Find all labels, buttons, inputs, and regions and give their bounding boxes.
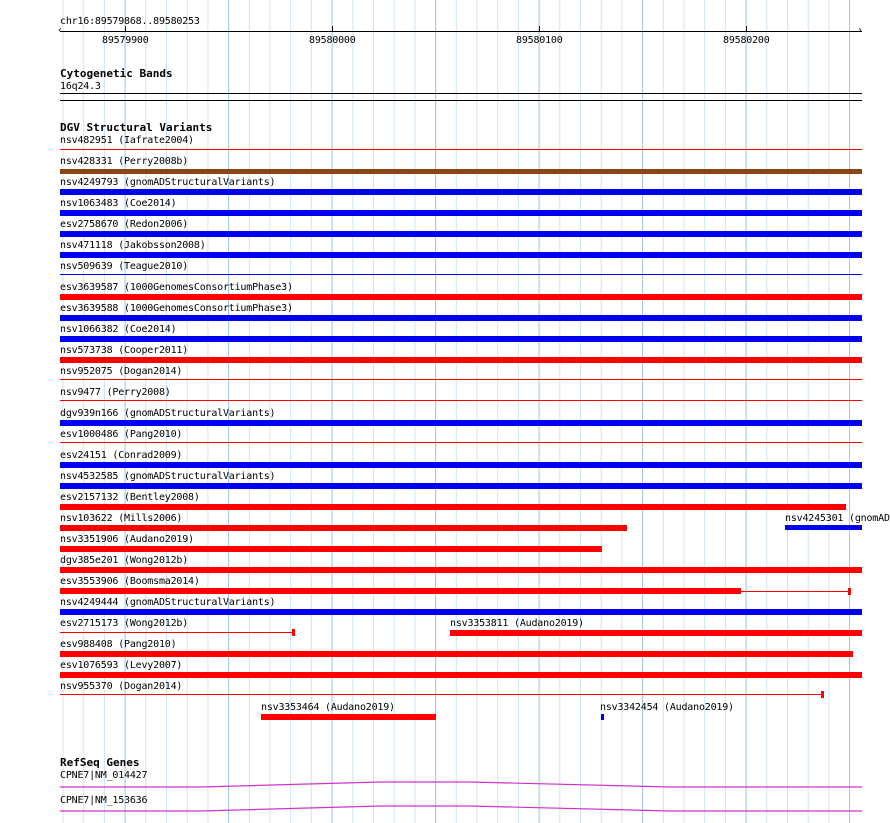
ruler-tick-label: 89580000 — [309, 35, 356, 46]
ruler-tick-label: 89579900 — [102, 35, 149, 46]
variant-bar[interactable] — [60, 294, 862, 300]
variant-bar[interactable] — [60, 525, 627, 531]
variant-label[interactable]: nsv4249793 (gnomADStructuralVariants) — [60, 177, 276, 188]
variant-label[interactable]: dgv939n166 (gnomADStructuralVariants) — [60, 408, 276, 419]
variant-bar[interactable] — [60, 672, 862, 678]
ruler-tick-label: 89580100 — [516, 35, 563, 46]
cytobands-track-title: Cytogenetic Bands — [60, 67, 173, 80]
ruler-tick — [539, 26, 540, 31]
variant-label[interactable]: nsv1063483 (Coe2014) — [60, 198, 177, 209]
variant-label[interactable]: nsv955370 (Dogan2014) — [60, 681, 183, 692]
variant-bar[interactable] — [60, 588, 741, 594]
variant-label[interactable]: nsv573738 (Cooper2011) — [60, 345, 189, 356]
variant-label[interactable]: dgv385e201 (Wong2012b) — [60, 555, 189, 566]
variant-intron-line — [741, 591, 851, 592]
ruler-tick-label: 89580200 — [723, 35, 770, 46]
variant-bar[interactable] — [60, 252, 862, 258]
variant-bar[interactable] — [60, 231, 862, 237]
variant-label[interactable]: esv988408 (Pang2010) — [60, 639, 177, 650]
cytoband-label: 16q24.3 — [60, 81, 101, 92]
variant-label[interactable]: nsv103622 (Mills2006) — [60, 513, 183, 524]
variant-bar[interactable] — [60, 357, 862, 363]
ruler-right-arrow[interactable]: › — [857, 25, 864, 36]
variant-end-block[interactable] — [821, 691, 824, 698]
region-label: chr16:89579868..89580253 — [60, 16, 200, 27]
variant-bar[interactable] — [60, 483, 862, 489]
variant-label[interactable]: esv3553906 (Boomsma2014) — [60, 576, 200, 587]
variant-bar[interactable] — [60, 400, 862, 401]
variant-label[interactable]: nsv3351906 (Audano2019) — [60, 534, 194, 545]
track-divider — [60, 100, 862, 101]
variant-label[interactable]: nsv4245301 (gnomAD — [785, 513, 890, 524]
variant-label[interactable]: esv2758670 (Redon2006) — [60, 219, 189, 230]
ruler-tick — [746, 26, 747, 31]
variant-bar[interactable] — [60, 379, 862, 380]
variant-label[interactable]: nsv9477 (Perry2008) — [60, 387, 171, 398]
variant-bar[interactable] — [60, 149, 862, 150]
variant-bar[interactable] — [601, 714, 604, 720]
variant-end-block[interactable] — [848, 588, 851, 595]
variant-bar[interactable] — [60, 462, 862, 468]
variant-label[interactable]: nsv4249444 (gnomADStructuralVariants) — [60, 597, 276, 608]
variant-bar[interactable] — [60, 546, 602, 552]
variant-label[interactable]: esv2157132 (Bentley2008) — [60, 492, 200, 503]
variant-label[interactable]: esv24151 (Conrad2009) — [60, 450, 183, 461]
variant-end-block[interactable] — [292, 629, 295, 636]
variant-label[interactable]: nsv952075 (Dogan2014) — [60, 366, 183, 377]
variant-bar[interactable] — [60, 420, 862, 426]
variant-bar[interactable] — [60, 274, 862, 275]
gene-label: CPNE7|NM_153636 — [60, 795, 148, 806]
variant-label[interactable]: nsv3342454 (Audano2019) — [600, 702, 734, 713]
variant-label[interactable]: esv1000486 (Pang2010) — [60, 429, 183, 440]
variant-label[interactable]: esv2715173 (Wong2012b) — [60, 618, 189, 629]
variant-bar[interactable] — [60, 651, 853, 657]
variant-label[interactable]: esv1076593 (Levy2007) — [60, 660, 183, 671]
cytoband-bar[interactable] — [60, 93, 862, 94]
variant-label[interactable]: nsv471118 (Jakobsson2008) — [60, 240, 206, 251]
variant-label[interactable]: nsv4532585 (gnomADStructuralVariants) — [60, 471, 276, 482]
variant-bar[interactable] — [60, 694, 822, 695]
variant-label[interactable]: nsv428331 (Perry2008b) — [60, 156, 189, 167]
ruler-tick — [332, 26, 333, 31]
variant-bar[interactable] — [60, 189, 862, 195]
variant-bar[interactable] — [60, 609, 862, 615]
variant-bar[interactable] — [450, 630, 862, 636]
variant-bar[interactable] — [785, 525, 862, 530]
variant-label[interactable]: nsv1066382 (Coe2014) — [60, 324, 177, 335]
variant-bar[interactable] — [60, 632, 293, 633]
ruler-left-arrow[interactable]: ‹ — [57, 25, 64, 36]
refseq-track-title: RefSeq Genes — [60, 756, 140, 769]
variant-bar[interactable] — [60, 442, 862, 443]
variant-label[interactable]: esv3639588 (1000GenomesConsortiumPhase3) — [60, 303, 293, 314]
variant-bar[interactable] — [60, 315, 862, 321]
dgv-track-title: DGV Structural Variants — [60, 121, 213, 134]
variant-label[interactable]: nsv3353811 (Audano2019) — [450, 618, 584, 629]
variant-bar[interactable] — [60, 210, 862, 216]
variant-bar[interactable] — [60, 504, 846, 510]
variant-label[interactable]: esv3639587 (1000GenomesConsortiumPhase3) — [60, 282, 293, 293]
variant-label[interactable]: nsv3353464 (Audano2019) — [261, 702, 395, 713]
gene-label: CPNE7|NM_014427 — [60, 770, 148, 781]
variant-label[interactable]: nsv482951 (Iafrate2004) — [60, 135, 194, 146]
ruler-axis — [60, 31, 862, 32]
variant-label[interactable]: nsv509639 (Teague2010) — [60, 261, 189, 272]
variant-bar[interactable] — [60, 336, 862, 342]
variant-bar[interactable] — [60, 567, 862, 573]
variant-bar[interactable] — [60, 169, 862, 174]
variant-bar[interactable] — [261, 714, 436, 720]
